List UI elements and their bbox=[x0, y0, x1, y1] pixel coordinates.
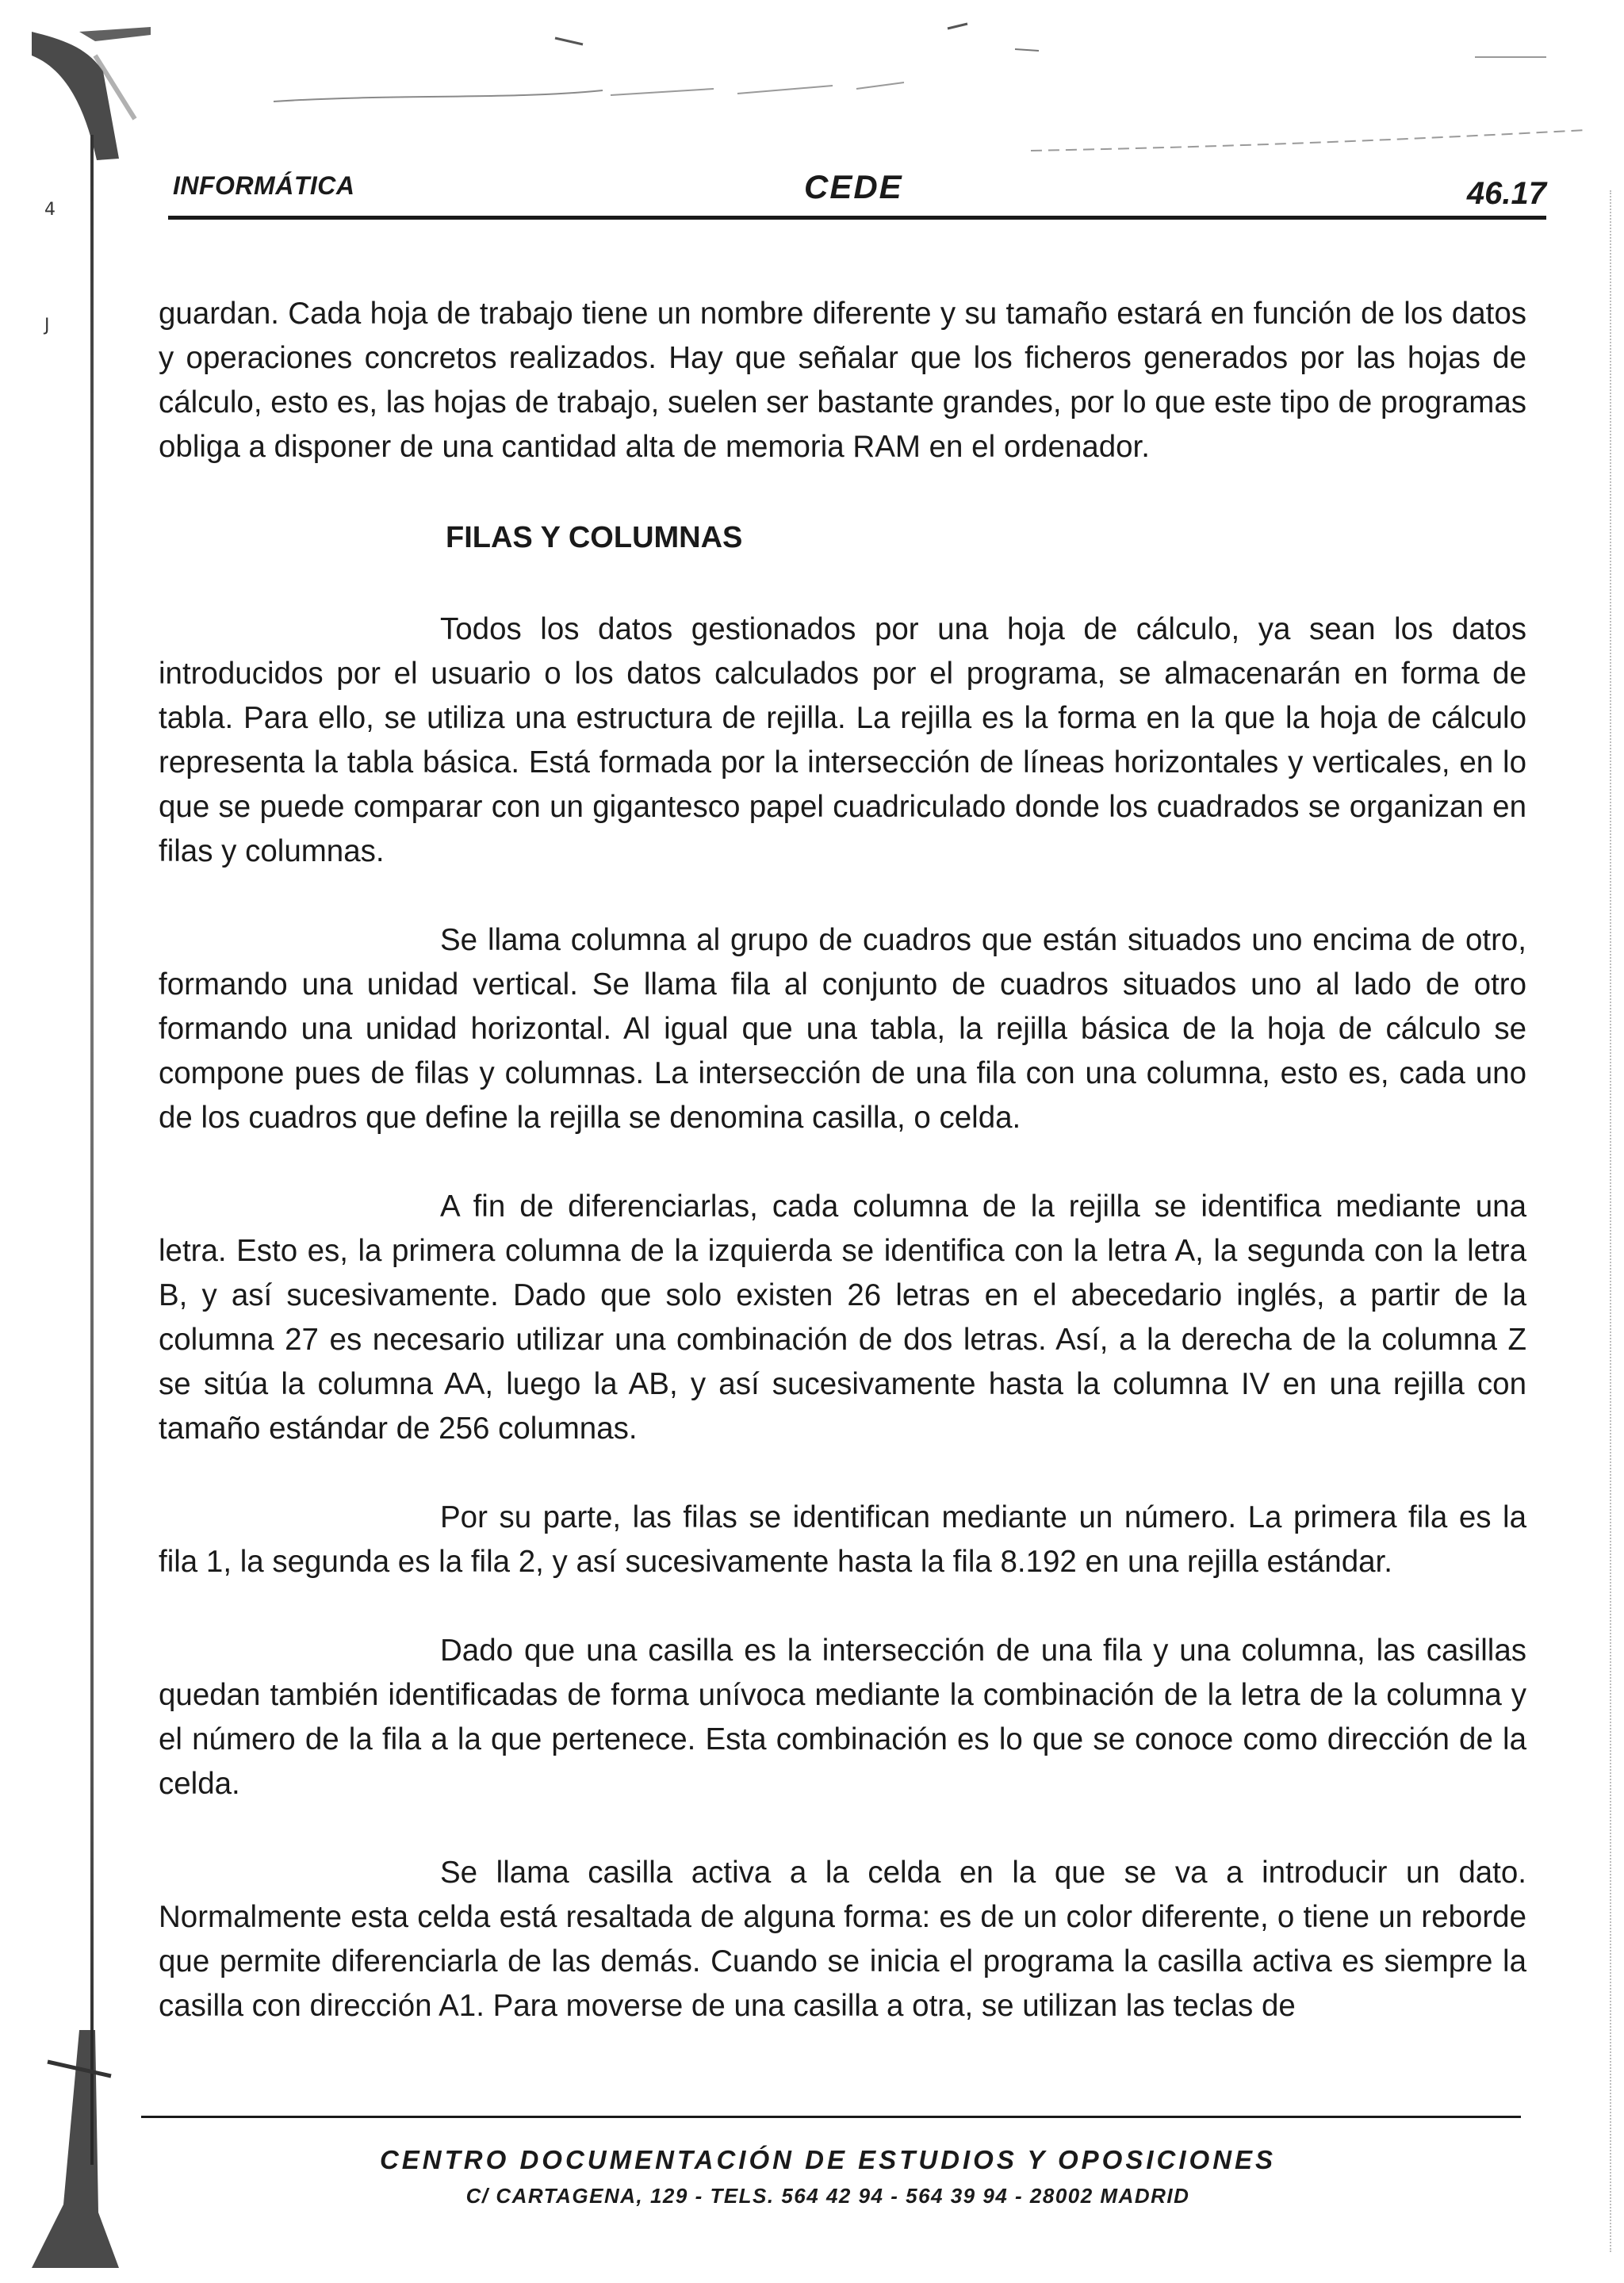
margin-mark-a: 4 bbox=[44, 200, 56, 220]
scan-right-edge bbox=[1610, 190, 1612, 2252]
paragraph-1: guardan. Cada hoja de trabajo tiene un nombre diferente y su tamaño estará en función de los datos y operaciones concretos realizados. Hay que señalar que los ficheros generados por las hojas de cálculo, esto es, las hojas de trabajo, suelen ser bastante grandes, por lo que este tipo de programas obliga a disponer de una cantidad alta de memoria RAM en el ordenador. bbox=[159, 297, 1526, 464]
header-subject: INFORMÁTICA bbox=[173, 171, 355, 200]
margin-mark-b: J bbox=[44, 316, 50, 335]
paragraph-5: Por su parte, las filas se identifican mediante un número. La primera fila es la fila 1, la segunda es la fila 2, y así sucesivamente hasta la fila 8.192 en una rejilla estándar. bbox=[159, 1500, 1526, 1579]
paragraph-4: A fin de diferenciarlas, cada columna de la rejilla se identifica mediante una letra. Esto es, la primera columna de la izquierda se identifica con la letra A, la segunda con la letra B, y así sucesivamente. Dado que solo existen 26 letras en el abecedario inglés, a partir de la columna 27 es necesario utilizar una combinación de dos letras. Así, a la derecha de la columna Z se sitúa la columna AA, luego la AB, y así sucesivamente hasta la columna IV en una rejilla con tamaño estándar de 256 columnas. bbox=[159, 1189, 1526, 1446]
paragraph-6: Dado que una casilla es la intersección de una fila y una columna, las casillas quedan también identificadas de forma unívoca mediante la combinación de la letra de la columna y el número de la fila a la que pertenece. Esta combinación es lo que se conoce como dirección de la celda. bbox=[159, 1634, 1526, 1801]
header-logo: CEDE bbox=[804, 168, 903, 205]
paragraph-3: Se llama columna al grupo de cuadros que están situados uno encima de otro, formando una unidad vertical. Se llama fila al conjunto de cuadros situados uno al lado de otro formando una unidad horizontal. Al igual que una tabla, la rejilla básica de la hoja de cálculo se compone pues de filas y columnas. La intersección de una fila con una columna, esto es, cada uno de los cuadros que define la rejilla se denomina casilla, o celda. bbox=[159, 923, 1526, 1135]
page-body bbox=[159, 292, 1526, 2028]
paragraph-2: Todos los datos gestionados por una hoja de cálculo, ya sean los datos introducidos por el usuario o los datos calculados por el programa, se almacenarán en forma de tabla. Para ello, se utiliza una estructura de rejilla. La rejilla es la forma en la que la hoja de cálculo representa la tabla básica. Está formada por la intersección de líneas horizontales y verticales, en lo que se puede comparar con un gigantesco papel cuadriculado donde los cuadrados se organizan en filas y columnas. bbox=[159, 612, 1526, 868]
paragraph-7: Se llama casilla activa a la celda en la que se va a introducir un dato. Normalmente esta celda está resaltada de alguna forma: es de un color diferente, o tiene un reborde que permite diferenciarla de las demás. Cuando se inicia el programa la casilla activa es siempre la casilla con dirección A1. Para moverse de una casilla a otra, se utilizan las teclas de bbox=[159, 1856, 1526, 2023]
footer-rule bbox=[141, 2116, 1521, 2118]
page-number: 46.17 bbox=[1466, 176, 1546, 211]
page-header bbox=[168, 168, 1546, 216]
scan-pencil-marks bbox=[0, 0, 1624, 159]
footer-address: C/ CARTAGENA, 129 - TELS. 564 42 94 - 564 39 94 - 28002 MADRID bbox=[465, 2184, 1190, 2208]
footer-organization: CENTRO DOCUMENTACIÓN DE ESTUDIOS Y OPOSICIONES bbox=[379, 2145, 1277, 2174]
section-title: FILAS Y COLUMNAS bbox=[446, 521, 743, 554]
header-rule bbox=[168, 216, 1546, 220]
scan-edge-line bbox=[90, 135, 94, 2165]
